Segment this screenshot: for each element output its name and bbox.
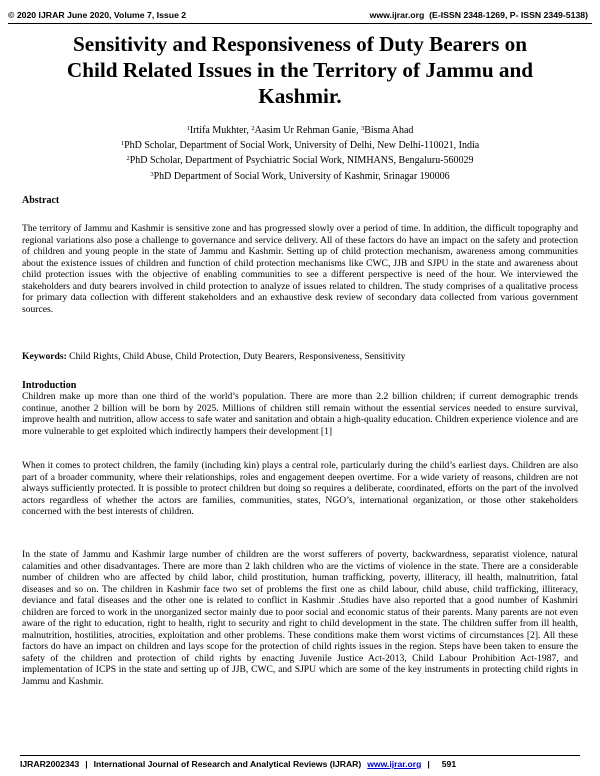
header-url-link[interactable]: www.ijrar.org bbox=[369, 10, 425, 20]
author-names: $^1$Irtifa Mukhter, $^2$Aasim Ur Rehman Ganie, $^3$Bisma Ahad bbox=[186, 125, 414, 136]
keywords bbox=[22, 351, 578, 363]
abstract-heading: Abstract bbox=[22, 195, 60, 206]
header-issn: (E-ISSN 2348-1269, P- ISSN 2349-5138) bbox=[429, 10, 588, 20]
keywords-list: Child Rights, Child Abuse, Child Protection, Duty Bearers, Responsiveness, Sensitivity bbox=[66, 351, 406, 362]
footer-divider bbox=[20, 755, 580, 756]
running-footer bbox=[20, 759, 580, 769]
paper-title bbox=[20, 31, 580, 109]
header-right bbox=[370, 10, 588, 20]
title-line-2: Child Related Issues in the Territory of Jammu and bbox=[66, 58, 534, 82]
abstract-body: The territory of Jammu and Kashmir is sensitive zone and has progressed slowly over a period of time. In addition, the difficult topography and regional variations also pose a challenge to governance and service delivery. All of these factors do have an impact on the safety and protection of children and young people in the state of Jammu and Kashmir. Setting up of child protection mechanism, awareness among communities about the existence issues of children and function of child protection mechanisms like CWC, JJB and SJPU in the state and awareness about child protection issues with the objective of enabling communities to see a different perspective is need of the hour. We interviewed the stakeholders and duty bearers involved in child protection to analyze of issues related to children. The study comprises of a qualitative process for primary data collection with different stakeholders and an exhaustive desk review of secondary data collected from various government sources. bbox=[22, 223, 578, 315]
footer-paper-id: IJRAR2002343 bbox=[20, 759, 80, 769]
title-line-1: Sensitivity and Responsiveness of Duty Bearers on bbox=[73, 32, 527, 56]
title-line-3: Kashmir. bbox=[258, 84, 342, 108]
header-issue-info: © 2020 IJRAR June 2020, Volume 7, Issue 2 bbox=[8, 10, 187, 20]
footer-journal-name: International Journal of Research and Analytical Reviews (IJRAR) bbox=[93, 759, 362, 769]
introduction-paragraph-2: When it comes to protect children, the family (including kin) plays a central role, particularly during the child’s earliest days. Children are also part of a broader community, where their relationships, roles and engagement deepen overtime. For a wide variety of reasons, children are not always sufficiently protected. It is possible to protect children but doing so requires a deliberate, coordinated, efforts on the part of the involved actors regardless of whether the actors are families, communities, states, NGO’s, international organization, or those other stakeholders concerned with the best interests of children. bbox=[22, 460, 578, 517]
header-divider bbox=[8, 23, 592, 24]
author-3: Bisma Ahad bbox=[364, 125, 414, 136]
footer-page-number: 591 bbox=[441, 759, 457, 769]
affiliation-1: $^1$PhD Scholar, Department of Social Work, University of Delhi, New Delhi-110021, India bbox=[120, 140, 480, 152]
introduction-heading: Introduction bbox=[22, 380, 77, 391]
author-1: Irtifa Mukhter, bbox=[189, 125, 252, 136]
introduction-paragraph-1: Children make up more than one third of the world’s population. There are more than 2.2 billion children; if current demographic trends continue, another 2 billion will be born by 2025. Millions of children still remain without the essential services needed to ensure survival, improve health and nutrition, allow access to safe water and sanitation and obtain a high-quality education. Children experience violence and are more vulnerable to get exploited which indirectly hampers their development [1] bbox=[22, 391, 578, 437]
author-block bbox=[20, 122, 580, 183]
author-2: Aasim Ur Rehman Ganie, bbox=[254, 125, 361, 136]
introduction-paragraph-3: In the state of Jammu and Kashmir large number of children are the worst sufferers of poverty, backwardness, separatist violence, natural calamities and other disadvantages. There are more than 2 lakh children who are the victims of violence in the state. There are a considerable number of children who are affected by child labor, child prostitution, human trafficking, poverty, illiteracy, ill health, malnutrition, fatal diseases and so on. The children in Kashmir face two set of problems the first one as child labour, child abuse, child trafficking, illiteracy, deviance and fatal diseases and the other one is related to conflict in Kashmir .Studies have also reported that a good number of Kashmiri children are forced to work in the unorganized sector mainly due to poor social and economic status of their parents. Many parents are not even aware of the right to education, right to health, right to security and right to child development in the state. The children suffer from ill health, malnutrition, hostilities, atrocities, exploitation and other problems. These conditions make them worst victims of circumstances [2]. All these factors do have an impact on children and lays scope for the protection of child rights issues in the region. Steps have been taken to ensure the safety of the children and protection of child rights by enacting Juvenile Justice Act-2013, Child Labour Prohibition Act-1987, and implementation of ICPS in the state and setting up of JJB, CWC, and SJPU which are some of the key instruments in protecting child rights in Jammu and Kashmir. bbox=[22, 549, 578, 687]
affiliation-2: $^2$PhD Scholar, Department of Psychiatric Social Work, NIMHANS, Bengaluru-560029 bbox=[126, 155, 474, 167]
footer-url-link[interactable]: www.ijrar.org bbox=[367, 759, 422, 769]
running-header bbox=[8, 8, 588, 22]
footer-separator: | bbox=[85, 759, 88, 769]
footer-separator-2: | bbox=[427, 759, 430, 769]
keywords-label: Keywords: bbox=[22, 351, 67, 362]
affiliation-3: $^3$PhD Department of Social Work, University of Kashmir, Srinagar 190006 bbox=[150, 170, 450, 182]
